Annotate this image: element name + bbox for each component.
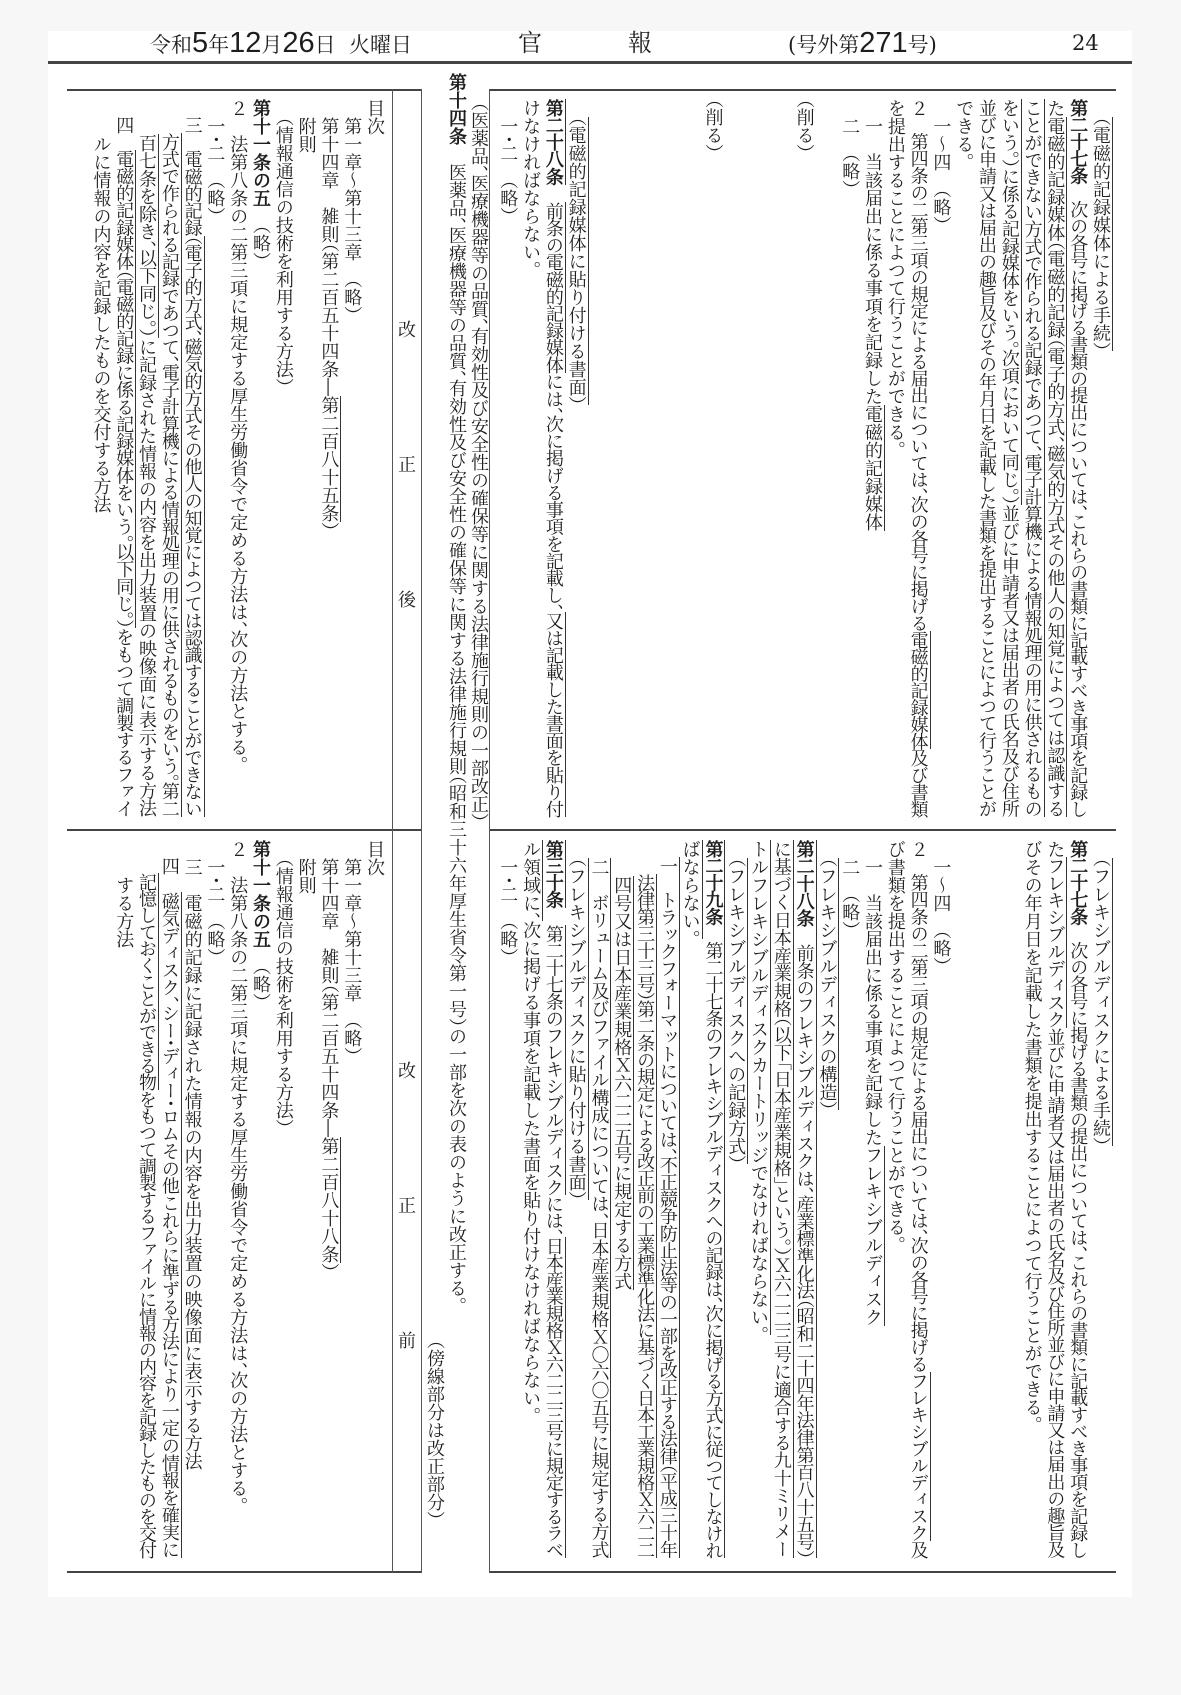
- text-segment: [816, 840, 837, 858]
- text-segment: をもつて調製するファイルに情報の内容を記録したものを交付: [136, 1090, 158, 1558]
- article-heading: 第十四条: [446, 73, 467, 145]
- text-segment: [543, 908, 564, 925]
- text-segment: [159, 99, 180, 133]
- amended-text: （フレキシブルディスクへの記録方式）: [725, 858, 747, 1164]
- text-line: [815, 840, 838, 1562]
- after-left-cell: [67, 99, 385, 821]
- text-segment: （略）: [250, 948, 272, 1002]
- table-top-rule-left: [67, 89, 422, 91]
- amended-text: 方式で作られる記録であつて、電子計算機による情報処理の用に供されるものをいう。第二: [158, 133, 180, 817]
- text-line: [317, 840, 340, 1562]
- amended-text: 電磁的記録媒体（電磁的記録に係る記録媒体をいう。以下同じ。）: [113, 150, 135, 629]
- text-segment: には、次に掲げる事項を記載し、: [542, 372, 564, 612]
- text-segment: に記録された情報の内容を出力装置の映像面に表示する方法: [136, 338, 158, 817]
- text-line: [609, 99, 632, 821]
- amended-text: 第二百八十五条: [318, 396, 340, 522]
- text-line: [1065, 99, 1088, 821]
- text-line: [541, 99, 564, 821]
- text-line: [792, 99, 815, 821]
- text-segment: [1090, 840, 1111, 858]
- month: 12: [229, 27, 262, 59]
- text-segment: [543, 185, 564, 202]
- text-segment: [136, 99, 157, 134]
- table-bottom-rule-right: [489, 1571, 1116, 1573]
- text-segment: けなければならない。: [520, 99, 542, 270]
- text-segment: 三 電磁的記録に記録された情報の内容を出力装置の映像面に表示する方法: [181, 840, 203, 1470]
- text-segment: 第十四章 雑則（第二百五十四条―: [318, 840, 340, 1137]
- text-segment: 附則: [295, 99, 317, 153]
- text-line: [271, 99, 294, 821]
- text-segment: 二 （略）: [839, 840, 861, 930]
- text-segment: 四: [158, 840, 180, 892]
- amended-text: （フレキシブルディスクによる手続）: [1090, 858, 1111, 1146]
- text-segment: [634, 840, 655, 874]
- text-line: [974, 99, 997, 821]
- text-line: [1043, 99, 1066, 821]
- text-segment: （削る）: [702, 99, 724, 153]
- header-date: [150, 28, 412, 60]
- text-segment: を提出することによつて行うことができる。: [884, 99, 906, 450]
- article-number: 第二十九条: [702, 840, 724, 925]
- amended-text: （電磁的記録媒体による手続）: [1090, 117, 1111, 351]
- text-line: [860, 99, 883, 821]
- text-segment: ）: [318, 1263, 340, 1272]
- text-line: [678, 840, 701, 1562]
- text-line: [1020, 99, 1043, 821]
- text-segment: ２ 第四条の二第三項の規定による届出については、次の各号に掲げる: [907, 840, 929, 1372]
- amended-text: トルフレキシブルディスクカートリッジでなければならない。: [748, 840, 770, 1335]
- text-segment: [588, 840, 609, 858]
- after-right-cell: [489, 99, 1111, 821]
- article-body: 医薬品、医療機器等の品質、有効性及び安全性の確保等に関する法律施行規則（昭和三十六年厚生省令第一号）の一部を次の表のように改正する。: [446, 145, 467, 1306]
- text-line: [997, 840, 1020, 1562]
- issue-number: [788, 28, 937, 60]
- text-segment: ２ 第四条の二第三項の規定による届出については、次の各号に掲げる: [907, 99, 929, 631]
- text-line: [111, 840, 134, 1562]
- text-line: [362, 99, 385, 821]
- label-column-divider: [392, 89, 393, 1573]
- text-segment: [566, 99, 587, 117]
- text-segment: には、: [542, 1195, 564, 1237]
- text-line: [541, 840, 564, 1562]
- text-segment: 一・二 （略）: [204, 840, 226, 957]
- page-number: 24: [1072, 31, 1099, 55]
- text-segment: びその年月日を記載した書類を提出することによつて行うことができる。: [1021, 840, 1043, 1425]
- text-line: [339, 99, 362, 821]
- text-segment: 二 （略）: [839, 99, 861, 189]
- amended-text: 電磁的記録媒体: [907, 630, 929, 750]
- underline-note: （傍線部分は改正部分）: [424, 1340, 445, 1520]
- text-segment: ）: [318, 522, 340, 531]
- text-segment: 及: [907, 1540, 929, 1558]
- text-segment: 三 電磁的記録: [181, 99, 203, 236]
- before-left-cell: [67, 840, 385, 1562]
- text-segment: 第十四章 雑則（第二百五十四条―: [318, 99, 340, 396]
- text-segment: できる。: [953, 99, 975, 162]
- article-caption: （医薬品、医療機器等の品質、有効性及び安全性の確保等に関する法律施行規則の一部改正）: [468, 102, 489, 822]
- text-line: [860, 840, 883, 1562]
- text-line: [339, 840, 362, 1562]
- text-line: [701, 99, 724, 821]
- article-number: 第二十八条: [542, 99, 564, 185]
- text-line: [951, 99, 974, 821]
- text-line: [974, 840, 997, 1562]
- label-after-1: 改: [398, 320, 416, 341]
- amended-text: 記憶しておくことができる物: [136, 873, 158, 1091]
- amended-text: 百七条を除き、以下同じ。）: [136, 134, 158, 339]
- text-line: [587, 99, 610, 821]
- amended-text: フレキシブルディスク: [907, 1371, 929, 1541]
- text-line: [294, 99, 317, 821]
- text-segment: 目次: [364, 99, 385, 135]
- amended-text: 一 トラックフォーマットについては、不正競争防止法等の一部を改正する法律（平成三十年: [656, 857, 678, 1558]
- text-line: [769, 840, 792, 1562]
- text-line: [1020, 840, 1043, 1562]
- text-segment: する方法: [113, 840, 135, 948]
- text-line: [157, 99, 180, 821]
- text-segment: 一 当該届出に係る事項を記録した: [862, 99, 884, 405]
- text-segment: 並びに申請者又は届出者の氏名及び住所: [998, 504, 1020, 817]
- text-segment: （削る）: [793, 99, 815, 153]
- table-middle-rule-right: [489, 829, 1116, 831]
- text-segment: 及び書類: [907, 749, 929, 817]
- text-line: [929, 99, 952, 821]
- amended-text: フレキシブルディスク: [1044, 857, 1066, 1029]
- issue-number-value: 271: [859, 27, 908, 59]
- text-segment: た: [1044, 99, 1066, 117]
- amended-text: 第二十七条のフレキシブルディスク: [542, 924, 564, 1195]
- text-line: [111, 99, 134, 821]
- amended-text: 第二十七条のフレキシブルディスクへの記録は、次に掲げる方式に従つてしなけれ: [702, 924, 724, 1558]
- article-number: 第三十条: [542, 840, 564, 908]
- text-line: [248, 99, 271, 821]
- amended-text: ル領域に、: [520, 840, 542, 921]
- text-line: [180, 99, 203, 821]
- text-line: [883, 99, 906, 821]
- text-line: [655, 99, 678, 821]
- amended-text: 二 ボリューム及びファイル構成については、日本産業規格Ｘ〇六〇五号に規定する方式: [588, 857, 610, 1558]
- text-line: [294, 840, 317, 1562]
- text-segment: 一～四 （略）: [930, 99, 952, 225]
- text-line: [248, 840, 271, 1562]
- amended-text: 日本産業規格Ｘ六二二三号に規定するラベ: [542, 1236, 564, 1558]
- issue-suffix: 号): [907, 33, 937, 57]
- text-line: [271, 840, 294, 1562]
- label-before-3: 前: [398, 1331, 416, 1352]
- text-line: [518, 840, 541, 1562]
- amended-text: に基づく日本産業規格（以下「日本産業規格」という。）Ｘ六二二三号に適合する九十ミリメー: [770, 840, 792, 1558]
- text-line: [906, 840, 929, 1562]
- gazette-title-2: 報: [628, 29, 652, 57]
- text-line: [203, 99, 226, 821]
- year-unit: 年: [208, 33, 230, 57]
- amended-text: 法律第三十三号）第二条の規定による改正前の工業標準化法に基づく日本工業規格Ｘ六二二: [634, 873, 656, 1558]
- text-segment: 次に掲げる事項を記載した書面を貼り付けなければならない。: [520, 921, 542, 1416]
- text-segment: [725, 840, 746, 858]
- text-segment: 一・二 （略）: [497, 840, 519, 957]
- amended-text: 第二百八十八条: [318, 1137, 340, 1263]
- amended-text: （電磁的記録媒体に貼り付ける書面）: [565, 117, 587, 405]
- article-number: 第二十七条: [1067, 840, 1089, 925]
- weekday: 火曜日: [349, 33, 413, 57]
- text-line: [203, 840, 226, 1562]
- text-line: [157, 840, 180, 1562]
- text-line: [746, 99, 769, 821]
- amended-text: （フレキシブルディスクの構造）: [816, 858, 838, 1110]
- text-line: [769, 99, 792, 821]
- text-segment: 並びに申請又は届出の趣旨及びその年月日を記載した書類を提出することによつて行うことが: [976, 99, 998, 817]
- text-segment: （略）: [250, 207, 272, 261]
- table-middle-rule-left: [67, 829, 422, 831]
- amended-text: 磁気ディスク、シー・ディー・ロムその他これらに準ずる方法により一定の情報を確実に: [158, 891, 180, 1558]
- header-rule: [48, 61, 1132, 64]
- text-line: [362, 840, 385, 1562]
- text-segment: ルに情報の内容を記録したものを交付する方法: [90, 99, 112, 513]
- text-line: [134, 99, 157, 821]
- text-segment: 四: [113, 99, 135, 151]
- text-segment: [566, 840, 587, 858]
- text-line: [723, 840, 746, 1562]
- text-line: [746, 840, 769, 1562]
- text-line: [518, 99, 541, 821]
- text-line: [1065, 840, 1088, 1562]
- text-line: [495, 840, 518, 1562]
- text-segment: [1090, 99, 1111, 117]
- gazette-title-1: 官: [518, 29, 542, 57]
- text-line: [678, 99, 701, 821]
- month-unit: 月: [261, 33, 283, 57]
- text-line: [1043, 840, 1066, 1562]
- label-before-2: 正: [398, 1196, 416, 1217]
- text-segment: [657, 840, 678, 857]
- text-line: [317, 99, 340, 821]
- article-number: 第二十八条: [793, 840, 815, 927]
- text-line: [792, 840, 815, 1562]
- amended-text: 前条のフレキシブルディスクは、産業標準化法（昭和二十四年法律第百八十五号）: [793, 926, 815, 1558]
- text-segment: 次の各号に掲げる書類の提出については、これらの書類に記載すべき事項を記録し: [1067, 924, 1089, 1558]
- text-line: [883, 840, 906, 1562]
- text-segment: た: [1044, 840, 1066, 858]
- label-before-1: 改: [398, 1061, 416, 1082]
- article-number: 第二十七条: [1067, 99, 1089, 184]
- text-segment: 一・二 （略）: [204, 99, 226, 216]
- amended-text: 前条の電磁的記録媒体: [542, 201, 564, 373]
- text-line: [1088, 99, 1111, 821]
- text-line: [655, 840, 678, 1562]
- label-after-3: 後: [398, 590, 416, 611]
- amended-text: 電磁的記録媒体（電磁的記録（電子的方式、磁気的方式その他人の知覚によつては認識する: [1044, 116, 1066, 817]
- text-segment: [611, 840, 632, 876]
- text-line: [632, 840, 655, 1562]
- amended-text: （フレキシブルディスクに貼り付ける書面）: [565, 858, 587, 1200]
- label-after-2: 正: [398, 455, 416, 476]
- text-segment: をもつて調製するファイ: [113, 628, 135, 817]
- amended-text: ばならない。: [679, 840, 701, 939]
- text-line: [837, 99, 860, 821]
- text-segment: （情報通信の技術を利用する方法）: [272, 99, 294, 387]
- text-segment: 附則: [295, 840, 317, 894]
- amended-text: ことができない方式で作られる記録であつて、電子計算機による情報処理の用に供されるもの: [1021, 99, 1043, 817]
- text-line: [929, 840, 952, 1562]
- text-segment: 第一章～第十三章 （略）: [341, 840, 363, 1056]
- text-segment: 第一章～第十三章 （略）: [341, 99, 363, 315]
- text-segment: ２ 法第八条の二第三項に規定する厚生労働省令で定める方法は、次の方法とする。: [227, 840, 249, 1506]
- text-line: [951, 840, 974, 1562]
- amended-text: 又は記載した書面を貼り付: [542, 611, 564, 817]
- text-line: [837, 840, 860, 1562]
- day-unit: 日: [314, 33, 336, 57]
- before-right-cell: [489, 840, 1111, 1562]
- amended-text: （電子的方式、磁気的方式その他人の知覚によつては認識することができない: [181, 235, 203, 817]
- article-number: 第十一条の五: [250, 840, 272, 948]
- amended-text: 四号又は日本産業規格Ｘ六二二五号に規定する方式: [611, 876, 633, 1290]
- year: 5: [192, 27, 209, 59]
- issue-prefix: (号外第: [788, 33, 860, 57]
- text-line: [701, 840, 724, 1562]
- text-line: [587, 840, 610, 1562]
- text-segment: ２ 法第八条の二第三項に規定する厚生労働省令で定める方法は、次の方法とする。: [227, 99, 249, 765]
- amended-text: 電磁的記録媒体: [862, 405, 884, 531]
- text-segment: 目次: [364, 840, 385, 876]
- text-line: [564, 99, 587, 821]
- text-line: [632, 99, 655, 821]
- text-line: [609, 840, 632, 1562]
- text-line: [225, 99, 248, 821]
- text-line: [997, 99, 1020, 821]
- text-segment: （情報通信の技術を利用する方法）: [272, 840, 294, 1128]
- text-segment: 次の各号に掲げる書類の提出については、これらの書類に記載すべき事項を記録し: [1067, 183, 1089, 817]
- text-line: [723, 99, 746, 821]
- text-line: [564, 840, 587, 1562]
- article-number: 第十一条の五: [250, 99, 272, 207]
- table-bottom-rule-left: [67, 1571, 422, 1573]
- text-line: [495, 99, 518, 821]
- text-segment: 並びに申請者又は届出者の氏名及び住所並びに申請又は届出の趣旨及: [1044, 1028, 1066, 1558]
- text-line: [815, 99, 838, 821]
- text-segment: び書類を提出することによつて行うことができる。: [884, 840, 906, 1245]
- text-segment: 一・二 （略）: [497, 99, 519, 216]
- text-line: [225, 840, 248, 1562]
- day: 26: [282, 27, 315, 59]
- text-line: [134, 840, 157, 1562]
- text-line: [1088, 840, 1111, 1562]
- text-segment: 一～四 （略）: [930, 840, 952, 966]
- text-line: [180, 840, 203, 1562]
- era-label: 令和: [150, 33, 192, 57]
- amended-text: をいう。）に係る記録媒体をいう。次項において同じ。）: [998, 99, 1020, 505]
- text-line: [906, 99, 929, 821]
- article-main: [445, 73, 467, 1306]
- text-segment: [136, 840, 157, 873]
- table-top-rule-right: [489, 89, 1116, 91]
- text-segment: 一 当該届出に係る事項を記録した: [862, 840, 884, 1146]
- text-line: [89, 99, 112, 821]
- amended-text: フレキシブルディスク: [862, 1146, 884, 1326]
